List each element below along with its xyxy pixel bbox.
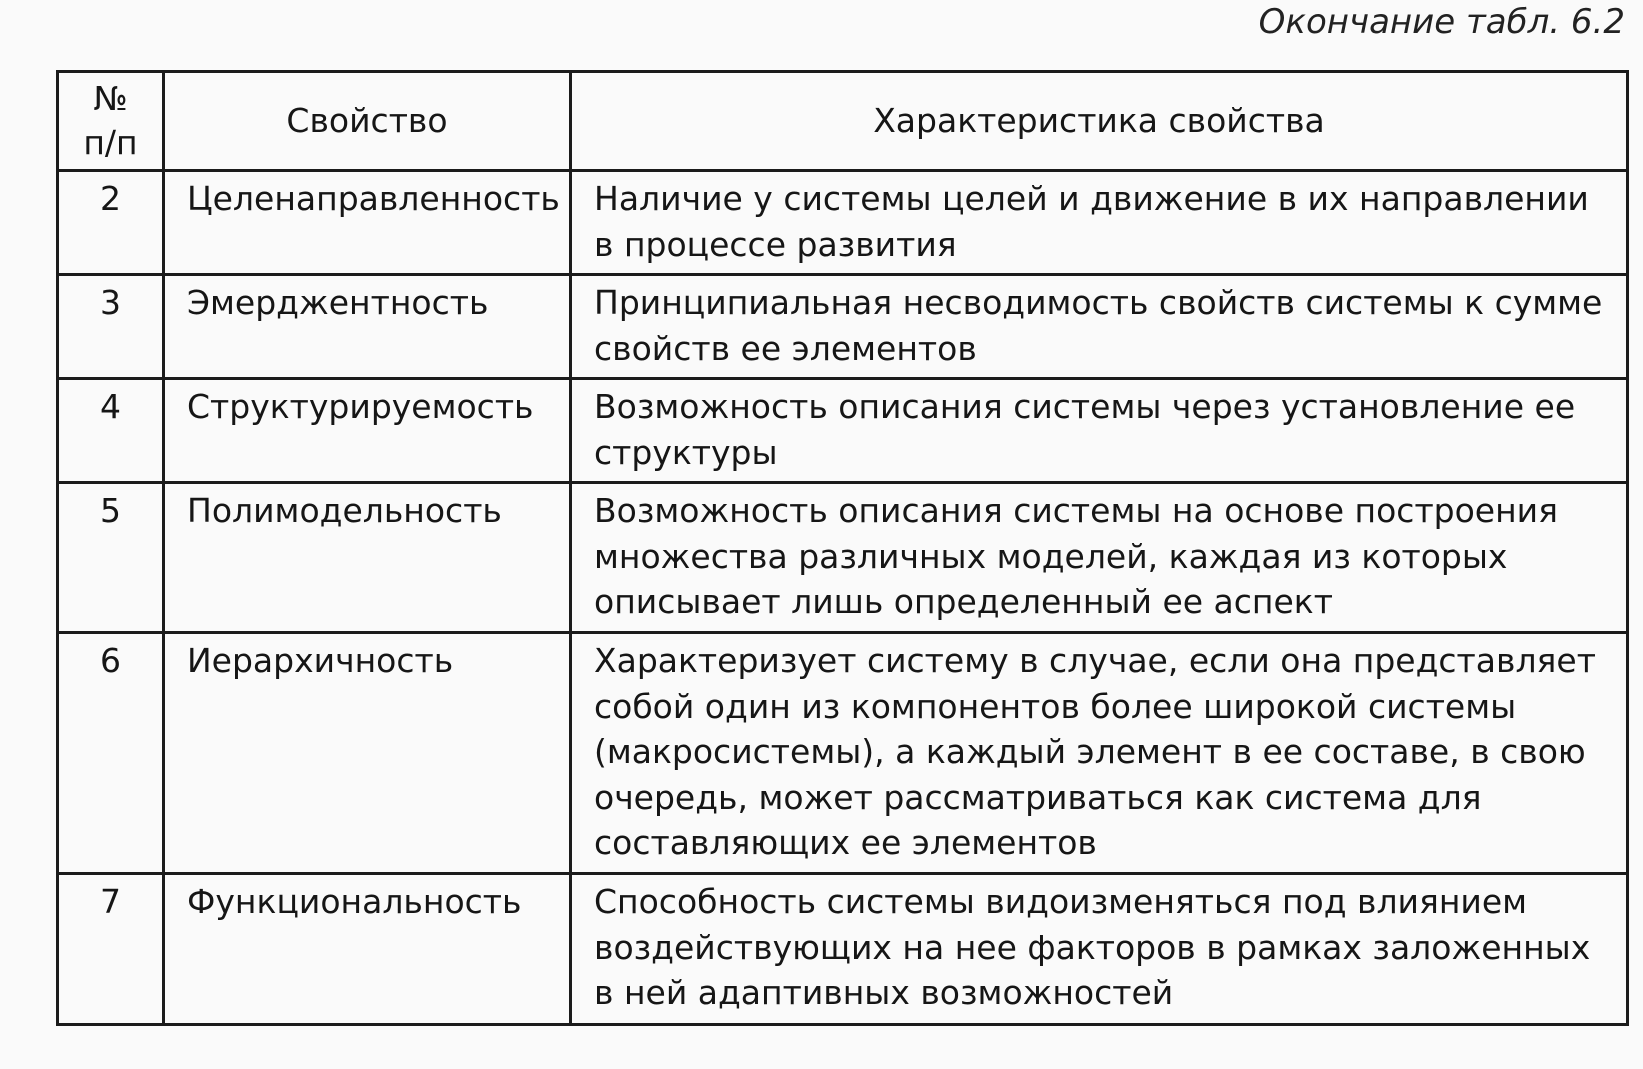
row-property: Иерархичность <box>164 633 571 874</box>
row-characteristic: Возможность описания системы на основе построения множества различных моделей, каждая из которых описывает лишь определенный ее аспект <box>571 483 1628 633</box>
table-row <box>58 379 1628 483</box>
row-num: 2 <box>58 171 164 275</box>
row-characteristic: Возможность описания системы через установление ее структуры <box>571 379 1628 483</box>
row-property: Целенаправленность <box>164 171 571 275</box>
table-row <box>58 633 1628 874</box>
row-num: 5 <box>58 483 164 633</box>
row-characteristic: Принципиальная несводимость свойств системы к сумме свойств ее элементов <box>571 275 1628 379</box>
row-num: 4 <box>58 379 164 483</box>
row-property: Полимодельность <box>164 483 571 633</box>
table-row <box>58 874 1628 1025</box>
table-row <box>58 171 1628 275</box>
table-row <box>58 483 1628 633</box>
row-property: Функциональность <box>164 874 571 1025</box>
row-property: Структурируемость <box>164 379 571 483</box>
header-num: № п/п <box>58 72 164 171</box>
row-num: 6 <box>58 633 164 874</box>
header-property: Свойство <box>164 72 571 171</box>
header-characteristic: Характеристика свойства <box>571 72 1628 171</box>
properties-table <box>56 70 1629 1026</box>
row-num: 3 <box>58 275 164 379</box>
table-header <box>58 72 1628 171</box>
row-property: Эмерджентность <box>164 275 571 379</box>
table-row <box>58 275 1628 379</box>
row-characteristic: Наличие у системы целей и движение в их направлении в процессе развития <box>571 171 1628 275</box>
row-characteristic: Характеризует систему в случае, если она представляет собой один из компонентов более широкой системы (макросистемы), а каждый элемент в ее составе, в свою очередь, может рассматриваться как система для составляющих ее элементов <box>571 633 1628 874</box>
row-characteristic: Способность системы видоизменяться под влиянием воздействующих на нее факторов в рамках заложенных в ней адаптивных возможностей <box>571 874 1628 1025</box>
table-caption: Окончание табл. 6.2 <box>1258 2 1625 42</box>
row-num: 7 <box>58 874 164 1025</box>
